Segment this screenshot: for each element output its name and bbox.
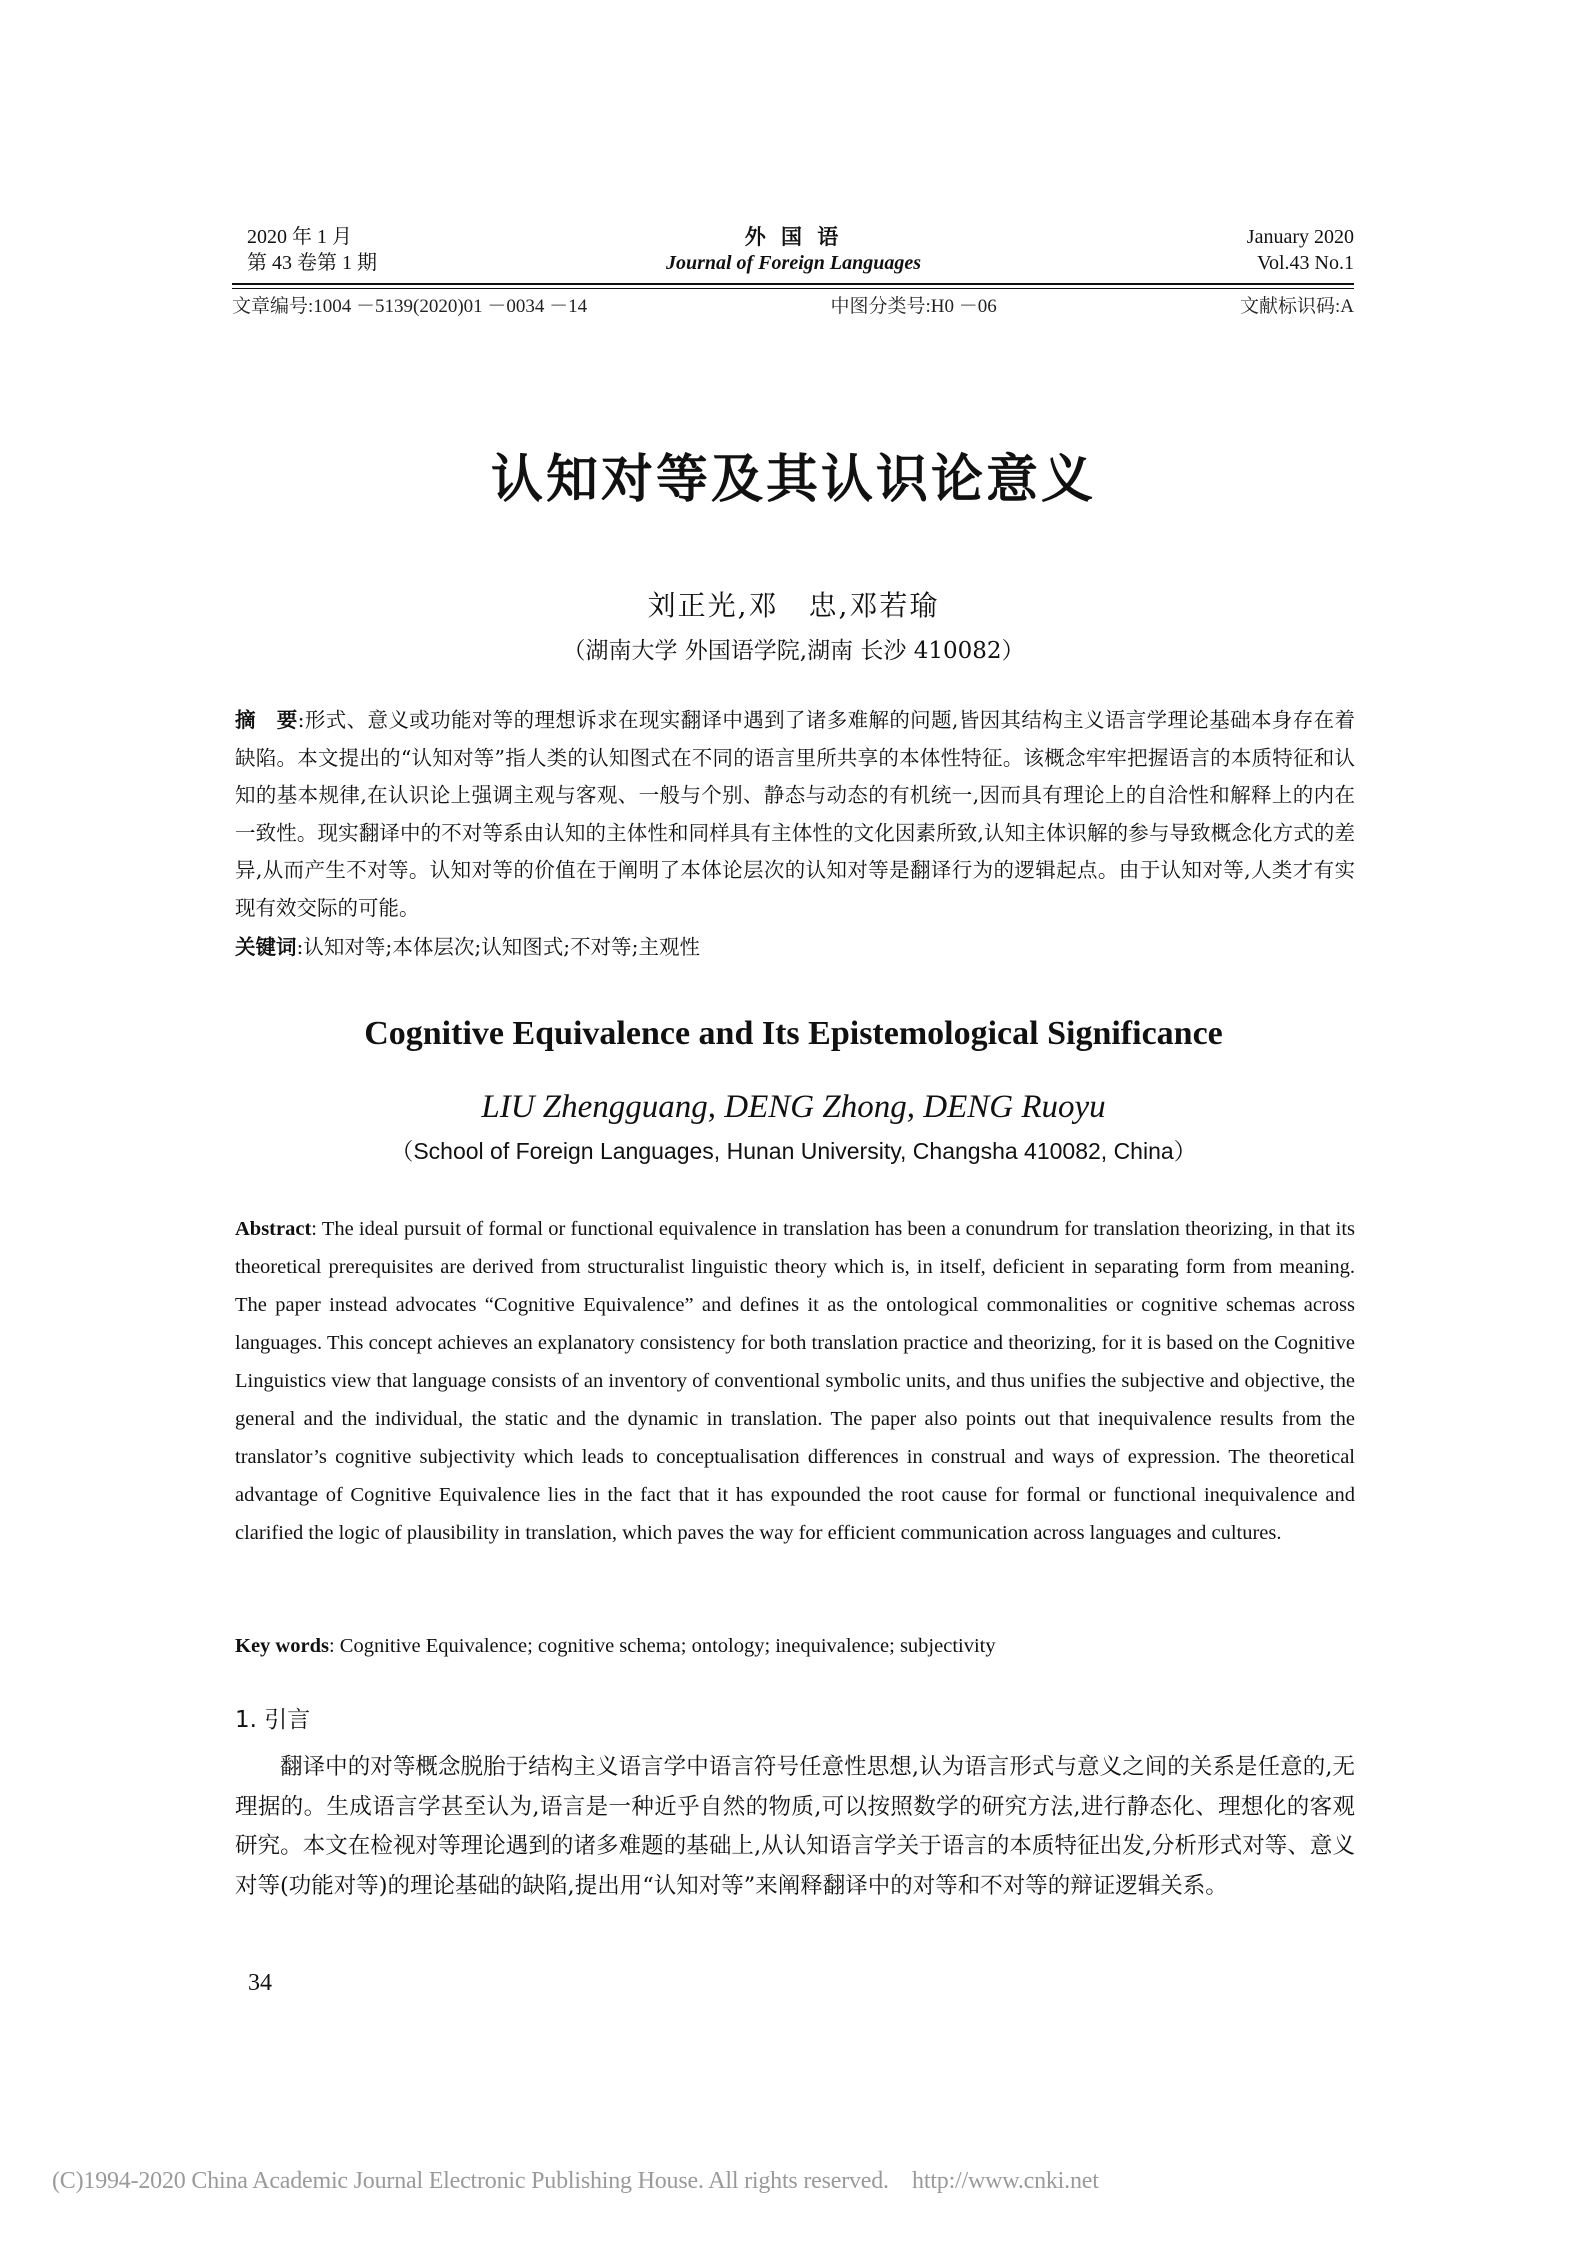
header-right <box>1247 224 1354 276</box>
keywords-cn-text: :认知对等;本体层次;认知图式;不对等;主观性 <box>296 935 701 959</box>
authors-cn: 刘正光,邓 忠,邓若瑜 <box>647 589 940 622</box>
journal-name-en: Journal of Foreign Languages <box>665 252 922 274</box>
affiliation-en: （School of Foreign Languages, Hunan University, Changsha 410082, China） <box>390 1138 1197 1164</box>
page-number: 34 <box>248 1970 272 1996</box>
keywords-en <box>235 1628 1355 1664</box>
header-double-rule <box>232 283 1354 289</box>
abstract-en-text: : The ideal pursuit of formal or functional equivalence in translation has been a conundrum for translation theorizing, in that its theoretical prerequisites are derived from structuralist linguistic theory which is, in itself, deficient in separating form from meaning. The paper instead advocates “Cognitive Equivalence” and defines it as the ontological commonalities or cognitive schemas across languages. This concept achieves an explanatory consistency for both translation practice and theorizing, for it is based on the Cognitive Linguistics view that language consists of an inventory of conventional symbolic units, and thus unifies the subjective and objective, the general and the individual, the static and the dynamic in translation. The paper also points out that inequivalence results from the translator’s cognitive subjectivity which leads to conceptualisation differences in construal and ways of expression. The theoretical advantage of Cognitive Equivalence lies in the fact that it has expounded the root cause for formal or functional inequivalence and clarified the logic of plausibility in translation, which paves the way for efficient communication across languages and cultures. <box>235 1218 1355 1544</box>
abstract-cn <box>235 702 1355 927</box>
affiliation-cn: （湖南大学 外国语学院,湖南 长沙 410082） <box>562 638 1025 664</box>
abstract-cn-label: 摘 要 <box>235 708 298 732</box>
abstract-en <box>235 1210 1355 1552</box>
article-meta-row <box>232 294 1354 320</box>
abstract-en-label: Abstract <box>235 1218 312 1240</box>
keywords-en-text: : Cognitive Equivalence; cognitive schema; ontology; inequivalence; subjectivity <box>328 1635 996 1657</box>
title-en: Cognitive Equivalence and Its Epistemological Significance <box>364 1015 1223 1052</box>
keywords-cn <box>235 929 1355 965</box>
copyright-footer: (C)1994-2020 China Academic Journal Electronic Publishing House. All rights reserved. http://www.cnki.net <box>52 2168 1099 2194</box>
body-paragraph: 翻译中的对等概念脱胎于结构主义语言学中语言符号任意性思想,认为语言形式与意义之间的关系是任意的,无理据的。生成语言学甚至认为,语言是一种近乎自然的物质,可以按照数学的研究方法,进行静态化、理想化的客观研究。本文在检视对等理论遇到的诸多难题的基础上,从认知语言学关于语言的本质特征出发,分析形式对等、意义对等(功能对等)的理论基础的缺陷,提出用“认知对等”来阐释翻译中的对等和不对等的辩证逻辑关系。 <box>235 1754 1355 1899</box>
title-cn: 认知对等及其认识论意义 <box>490 450 1096 510</box>
keywords-cn-label: 关键词 <box>235 935 297 959</box>
authors-en: LIU Zhengguang, DENG Zhong, DENG Ruoyu <box>481 1089 1106 1125</box>
article-number: 文章编号:1004 －5139(2020)01 －0034 －14 <box>232 296 588 317</box>
document-code: 文献标识码:A <box>1239 296 1354 317</box>
header-issue-en: Vol.43 No.1 <box>1257 252 1354 274</box>
keywords-en-label: Key words <box>235 1635 329 1657</box>
header-issue-cn: 第 43 卷第 1 期 <box>247 252 377 274</box>
abstract-cn-text: :形式、意义或功能对等的理想诉求在现实翻译中遇到了诸多难解的问题,皆因其结构主义语言学理论基础本身存在着缺陷。本文提出的“认知对等”指人类的认知图式在不同的语言里所共享的本体性特征。该概念牢牢把握语言的本质特征和认知的基本规律,在认识论上强调主观与客观、一般与个别、静态与动态的有机统一,因而具有理论上的自洽性和解释上的内在一致性。现实翻译中的不对等系由认知的主体性和同样具有主体性的文化因素所致,认知主体识解的参与导致概念化方式的差异,从而产生不对等。认知对等的价值在于阐明了本体论层次的认知对等是翻译行为的逻辑起点。由于认知对等,人类才有实现有效交际的可能。 <box>235 708 1356 920</box>
clc-number: 中图分类号:H0 －06 <box>830 296 997 317</box>
section-heading: 1. 引言 <box>235 1707 311 1733</box>
header-date-cn: 2020 年 1 月 <box>247 226 352 248</box>
header-date-en: January 2020 <box>1246 226 1354 248</box>
journal-name-cn: 外 国 语 <box>744 224 843 249</box>
